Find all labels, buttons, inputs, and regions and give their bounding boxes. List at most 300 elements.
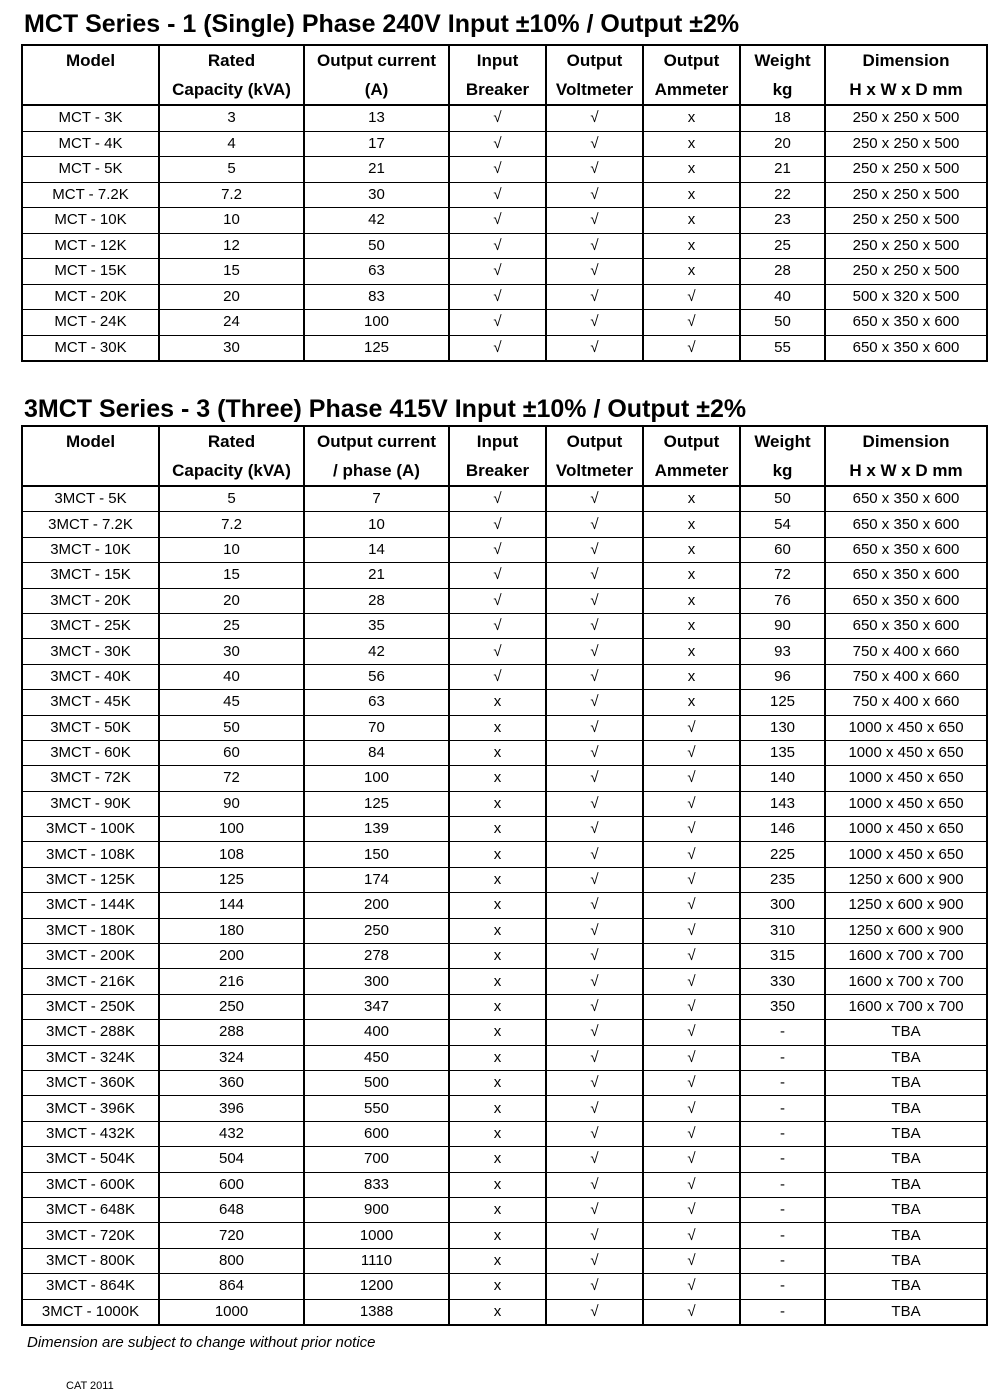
cell-output-ammeter: x — [643, 563, 740, 588]
cell-rated-capacity: 432 — [159, 1121, 304, 1146]
cell-rated-capacity: 288 — [159, 1020, 304, 1045]
cell-input-breaker: x — [449, 918, 546, 943]
cell-input-breaker: x — [449, 690, 546, 715]
cell-output-current: 550 — [304, 1096, 449, 1121]
cell-weight: - — [740, 1070, 825, 1095]
cell-dimension: 750 x 400 x 660 — [825, 639, 987, 664]
cell-output-ammeter: x — [643, 157, 740, 183]
cell-output-ammeter: x — [643, 208, 740, 234]
cell-model: MCT - 15K — [22, 259, 159, 285]
cell-input-breaker: x — [449, 817, 546, 842]
cell-weight: - — [740, 1020, 825, 1045]
cell-rated-capacity: 24 — [159, 310, 304, 336]
table-header — [22, 45, 987, 105]
cell-output-voltmeter: √ — [546, 512, 643, 537]
cell-weight: - — [740, 1223, 825, 1248]
cell-model: 3MCT - 15K — [22, 563, 159, 588]
cell-input-breaker: √ — [449, 664, 546, 689]
cell-weight: 40 — [740, 284, 825, 310]
cell-weight: 90 — [740, 613, 825, 638]
cell-rated-capacity: 7.2 — [159, 182, 304, 208]
cell-output-ammeter: √ — [643, 842, 740, 867]
cell-rated-capacity: 72 — [159, 766, 304, 791]
table-row — [22, 1274, 987, 1299]
cell-output-voltmeter: √ — [546, 690, 643, 715]
cell-dimension: 650 x 350 x 600 — [825, 588, 987, 613]
header-dimension: Dimension — [825, 426, 987, 456]
cell-model: 3MCT - 72K — [22, 766, 159, 791]
table-row — [22, 664, 987, 689]
cell-model: 3MCT - 60K — [22, 740, 159, 765]
cell-weight: 310 — [740, 918, 825, 943]
table-row — [22, 512, 987, 537]
cell-input-breaker: x — [449, 1070, 546, 1095]
cell-model: MCT - 4K — [22, 131, 159, 157]
cell-rated-capacity: 3 — [159, 105, 304, 131]
cell-output-current: 42 — [304, 208, 449, 234]
table-row — [22, 791, 987, 816]
table-row — [22, 486, 987, 512]
cell-output-current: 30 — [304, 182, 449, 208]
cell-output-voltmeter: √ — [546, 157, 643, 183]
table-row — [22, 893, 987, 918]
cell-rated-capacity: 396 — [159, 1096, 304, 1121]
cell-rated-capacity: 4 — [159, 131, 304, 157]
table-row — [22, 944, 987, 969]
cell-dimension: 1000 x 450 x 650 — [825, 766, 987, 791]
cell-output-current: 35 — [304, 613, 449, 638]
cell-dimension: 1000 x 450 x 650 — [825, 817, 987, 842]
cell-input-breaker: √ — [449, 486, 546, 512]
header-row — [22, 426, 987, 456]
header-input-breaker: Input — [449, 426, 546, 456]
cell-input-breaker: √ — [449, 105, 546, 131]
cell-output-current: 28 — [304, 588, 449, 613]
cell-output-voltmeter: √ — [546, 284, 643, 310]
header-model — [22, 75, 159, 105]
cell-output-voltmeter: √ — [546, 1096, 643, 1121]
header-output-ammeter: Output — [643, 45, 740, 75]
cell-output-current: 833 — [304, 1172, 449, 1197]
cell-weight: 28 — [740, 259, 825, 285]
header-dimension: Dimension — [825, 45, 987, 75]
cell-input-breaker: x — [449, 1223, 546, 1248]
cell-output-ammeter: x — [643, 486, 740, 512]
cell-output-voltmeter: √ — [546, 1223, 643, 1248]
cell-output-ammeter: √ — [643, 1274, 740, 1299]
cell-output-voltmeter: √ — [546, 1070, 643, 1095]
cell-rated-capacity: 10 — [159, 537, 304, 562]
cell-model: 3MCT - 864K — [22, 1274, 159, 1299]
cell-output-current: 278 — [304, 944, 449, 969]
table-row — [22, 1147, 987, 1172]
cell-input-breaker: √ — [449, 639, 546, 664]
cell-model: 3MCT - 10K — [22, 537, 159, 562]
cell-output-ammeter: x — [643, 512, 740, 537]
cell-model: 3MCT - 180K — [22, 918, 159, 943]
header-rated-capacity: Rated — [159, 45, 304, 75]
cell-model: 3MCT - 25K — [22, 613, 159, 638]
cell-weight: 146 — [740, 817, 825, 842]
table-row — [22, 131, 987, 157]
cell-dimension: 1000 x 450 x 650 — [825, 740, 987, 765]
table-row — [22, 1045, 987, 1070]
cell-input-breaker: √ — [449, 588, 546, 613]
table-header — [22, 426, 987, 486]
cell-output-current: 300 — [304, 969, 449, 994]
cell-weight: 96 — [740, 664, 825, 689]
cell-model: 3MCT - 90K — [22, 791, 159, 816]
cell-output-voltmeter: √ — [546, 1147, 643, 1172]
cell-weight: 22 — [740, 182, 825, 208]
cell-rated-capacity: 600 — [159, 1172, 304, 1197]
cell-model: 3MCT - 45K — [22, 690, 159, 715]
table-row — [22, 1248, 987, 1273]
table-row — [22, 310, 987, 336]
cell-output-voltmeter: √ — [546, 969, 643, 994]
cell-dimension: TBA — [825, 1172, 987, 1197]
cell-input-breaker: x — [449, 1274, 546, 1299]
cell-weight: 125 — [740, 690, 825, 715]
cell-weight: 350 — [740, 994, 825, 1019]
cell-dimension: TBA — [825, 1070, 987, 1095]
cell-output-current: 100 — [304, 766, 449, 791]
header-output-voltmeter: Voltmeter — [546, 75, 643, 105]
cell-model: 3MCT - 250K — [22, 994, 159, 1019]
cell-rated-capacity: 720 — [159, 1223, 304, 1248]
header-row — [22, 456, 987, 486]
cell-output-voltmeter: √ — [546, 639, 643, 664]
cell-output-current: 13 — [304, 105, 449, 131]
cell-input-breaker: √ — [449, 259, 546, 285]
cell-input-breaker: √ — [449, 157, 546, 183]
cell-output-ammeter: √ — [643, 918, 740, 943]
cell-weight: 235 — [740, 867, 825, 892]
cell-rated-capacity: 90 — [159, 791, 304, 816]
cell-output-voltmeter: √ — [546, 944, 643, 969]
cell-input-breaker: √ — [449, 131, 546, 157]
cell-output-voltmeter: √ — [546, 233, 643, 259]
cell-input-breaker: x — [449, 1147, 546, 1172]
cell-rated-capacity: 180 — [159, 918, 304, 943]
header-output-voltmeter: Output — [546, 45, 643, 75]
cell-output-ammeter: √ — [643, 1299, 740, 1325]
cell-output-ammeter: √ — [643, 284, 740, 310]
header-output-current: Output current — [304, 45, 449, 75]
cell-output-voltmeter: √ — [546, 563, 643, 588]
cell-output-voltmeter: √ — [546, 1020, 643, 1045]
cell-output-voltmeter: √ — [546, 613, 643, 638]
cell-rated-capacity: 1000 — [159, 1299, 304, 1325]
cell-input-breaker: x — [449, 969, 546, 994]
cell-dimension: 1000 x 450 x 650 — [825, 715, 987, 740]
cell-output-voltmeter: √ — [546, 1274, 643, 1299]
cell-model: MCT - 30K — [22, 335, 159, 361]
cell-model: 3MCT - 648K — [22, 1197, 159, 1222]
cell-output-voltmeter: √ — [546, 893, 643, 918]
cell-model: MCT - 7.2K — [22, 182, 159, 208]
cell-output-ammeter: √ — [643, 1070, 740, 1095]
cell-input-breaker: x — [449, 1045, 546, 1070]
cell-dimension: 1250 x 600 x 900 — [825, 867, 987, 892]
cell-output-current: 14 — [304, 537, 449, 562]
header-input-breaker: Breaker — [449, 456, 546, 486]
cell-dimension: 650 x 350 x 600 — [825, 335, 987, 361]
cell-output-ammeter: √ — [643, 1096, 740, 1121]
cell-output-ammeter: x — [643, 690, 740, 715]
cell-dimension: 250 x 250 x 500 — [825, 233, 987, 259]
cell-output-current: 174 — [304, 867, 449, 892]
cell-rated-capacity: 200 — [159, 944, 304, 969]
cell-output-current: 1000 — [304, 1223, 449, 1248]
cell-rated-capacity: 15 — [159, 563, 304, 588]
header-output-ammeter: Ammeter — [643, 75, 740, 105]
cell-input-breaker: x — [449, 1121, 546, 1146]
cell-input-breaker: √ — [449, 284, 546, 310]
cell-input-breaker: √ — [449, 310, 546, 336]
header-dimension: H x W x D mm — [825, 75, 987, 105]
cell-output-current: 600 — [304, 1121, 449, 1146]
cell-weight: - — [740, 1172, 825, 1197]
table-row — [22, 918, 987, 943]
cell-output-voltmeter: √ — [546, 105, 643, 131]
header-model — [22, 456, 159, 486]
mct-series-title: MCT Series - 1 (Single) Phase 240V Input ±10% / Output ±2% — [24, 10, 740, 38]
cell-output-voltmeter: √ — [546, 131, 643, 157]
cell-weight: 143 — [740, 791, 825, 816]
cell-rated-capacity: 5 — [159, 486, 304, 512]
cell-output-ammeter: √ — [643, 1045, 740, 1070]
cell-rated-capacity: 648 — [159, 1197, 304, 1222]
cell-output-current: 1200 — [304, 1274, 449, 1299]
cell-output-ammeter: √ — [643, 969, 740, 994]
cell-weight: 60 — [740, 537, 825, 562]
cell-model: 3MCT - 600K — [22, 1172, 159, 1197]
cell-output-current: 700 — [304, 1147, 449, 1172]
cell-rated-capacity: 60 — [159, 740, 304, 765]
cell-rated-capacity: 10 — [159, 208, 304, 234]
cell-model: 3MCT - 396K — [22, 1096, 159, 1121]
cell-output-ammeter: √ — [643, 1172, 740, 1197]
cell-weight: 25 — [740, 233, 825, 259]
mct-series-table — [21, 44, 988, 362]
cell-input-breaker: x — [449, 791, 546, 816]
cell-weight: - — [740, 1147, 825, 1172]
table-row — [22, 740, 987, 765]
table-row — [22, 1070, 987, 1095]
cell-output-current: 150 — [304, 842, 449, 867]
cell-model: 3MCT - 100K — [22, 817, 159, 842]
3mct-series-title: 3MCT Series - 3 (Three) Phase 415V Input ±10% / Output ±2% — [24, 395, 747, 423]
cell-weight: 23 — [740, 208, 825, 234]
cell-dimension: 650 x 350 x 600 — [825, 486, 987, 512]
cell-output-voltmeter: √ — [546, 918, 643, 943]
cell-rated-capacity: 12 — [159, 233, 304, 259]
cell-model: 3MCT - 432K — [22, 1121, 159, 1146]
cell-input-breaker: √ — [449, 182, 546, 208]
cell-input-breaker: x — [449, 1096, 546, 1121]
cell-model: 3MCT - 7.2K — [22, 512, 159, 537]
cell-output-current: 250 — [304, 918, 449, 943]
cell-output-current: 63 — [304, 259, 449, 285]
cell-model: 3MCT - 800K — [22, 1248, 159, 1273]
header-weight: kg — [740, 75, 825, 105]
table-row — [22, 969, 987, 994]
cell-dimension: TBA — [825, 1121, 987, 1146]
cell-rated-capacity: 216 — [159, 969, 304, 994]
cell-dimension: 650 x 350 x 600 — [825, 512, 987, 537]
cell-output-current: 56 — [304, 664, 449, 689]
cell-output-current: 200 — [304, 893, 449, 918]
cell-weight: 20 — [740, 131, 825, 157]
cell-rated-capacity: 30 — [159, 335, 304, 361]
table-row — [22, 1096, 987, 1121]
cell-output-current: 21 — [304, 563, 449, 588]
cell-input-breaker: x — [449, 766, 546, 791]
cell-model: 3MCT - 720K — [22, 1223, 159, 1248]
cell-weight: 72 — [740, 563, 825, 588]
cell-weight: - — [740, 1274, 825, 1299]
cell-input-breaker: x — [449, 1299, 546, 1325]
cell-model: 3MCT - 200K — [22, 944, 159, 969]
cell-model: 3MCT - 50K — [22, 715, 159, 740]
cell-output-voltmeter: √ — [546, 664, 643, 689]
table-row — [22, 284, 987, 310]
cell-output-ammeter: √ — [643, 740, 740, 765]
cell-weight: 225 — [740, 842, 825, 867]
cell-output-voltmeter: √ — [546, 740, 643, 765]
cell-model: 3MCT - 20K — [22, 588, 159, 613]
cell-dimension: TBA — [825, 1299, 987, 1325]
cell-dimension: 650 x 350 x 600 — [825, 613, 987, 638]
cell-weight: 18 — [740, 105, 825, 131]
cell-weight: 130 — [740, 715, 825, 740]
cell-output-voltmeter: √ — [546, 842, 643, 867]
cell-output-voltmeter: √ — [546, 1197, 643, 1222]
cell-output-current: 63 — [304, 690, 449, 715]
cell-output-voltmeter: √ — [546, 1299, 643, 1325]
cell-dimension: 250 x 250 x 500 — [825, 182, 987, 208]
cell-output-current: 83 — [304, 284, 449, 310]
cell-dimension: 1000 x 450 x 650 — [825, 842, 987, 867]
header-weight: Weight — [740, 45, 825, 75]
header-input-breaker: Breaker — [449, 75, 546, 105]
header-output-ammeter: Ammeter — [643, 456, 740, 486]
cell-model: 3MCT - 5K — [22, 486, 159, 512]
cell-weight: 140 — [740, 766, 825, 791]
cell-output-voltmeter: √ — [546, 715, 643, 740]
cell-output-ammeter: x — [643, 613, 740, 638]
cell-weight: 330 — [740, 969, 825, 994]
cell-input-breaker: x — [449, 715, 546, 740]
header-weight: Weight — [740, 426, 825, 456]
table-row — [22, 233, 987, 259]
cell-input-breaker: x — [449, 842, 546, 867]
cell-output-voltmeter: √ — [546, 766, 643, 791]
cell-rated-capacity: 360 — [159, 1070, 304, 1095]
table-row — [22, 639, 987, 664]
cell-model: 3MCT - 30K — [22, 639, 159, 664]
header-weight: kg — [740, 456, 825, 486]
table-row — [22, 1299, 987, 1325]
cell-weight: 300 — [740, 893, 825, 918]
table-row — [22, 867, 987, 892]
cell-output-current: 1110 — [304, 1248, 449, 1273]
cell-model: 3MCT - 1000K — [22, 1299, 159, 1325]
header-input-breaker: Input — [449, 45, 546, 75]
header-dimension: H x W x D mm — [825, 456, 987, 486]
cell-dimension: 1250 x 600 x 900 — [825, 918, 987, 943]
cell-dimension: 650 x 350 x 600 — [825, 563, 987, 588]
cell-output-ammeter: x — [643, 664, 740, 689]
cell-rated-capacity: 504 — [159, 1147, 304, 1172]
cell-dimension: 1250 x 600 x 900 — [825, 893, 987, 918]
cell-output-voltmeter: √ — [546, 208, 643, 234]
cell-output-ammeter: √ — [643, 867, 740, 892]
cell-output-ammeter: x — [643, 639, 740, 664]
table-row — [22, 105, 987, 131]
cell-dimension: 650 x 350 x 600 — [825, 537, 987, 562]
cell-output-ammeter: x — [643, 105, 740, 131]
cell-output-ammeter: x — [643, 182, 740, 208]
catalog-label: CAT 2011 — [66, 1380, 114, 1392]
cell-output-current: 125 — [304, 335, 449, 361]
table-row — [22, 537, 987, 562]
cell-output-voltmeter: √ — [546, 1248, 643, 1273]
cell-dimension: TBA — [825, 1020, 987, 1045]
cell-weight: 93 — [740, 639, 825, 664]
cell-rated-capacity: 30 — [159, 639, 304, 664]
cell-rated-capacity: 50 — [159, 715, 304, 740]
cell-model: 3MCT - 125K — [22, 867, 159, 892]
cell-output-voltmeter: √ — [546, 335, 643, 361]
cell-output-current: 500 — [304, 1070, 449, 1095]
cell-output-current: 347 — [304, 994, 449, 1019]
header-output-voltmeter: Voltmeter — [546, 456, 643, 486]
table-row — [22, 157, 987, 183]
cell-input-breaker: x — [449, 867, 546, 892]
cell-dimension: 250 x 250 x 500 — [825, 131, 987, 157]
table-row — [22, 259, 987, 285]
cell-dimension: 1600 x 700 x 700 — [825, 944, 987, 969]
cell-output-current: 450 — [304, 1045, 449, 1070]
table-body — [22, 105, 987, 361]
cell-output-current: 84 — [304, 740, 449, 765]
cell-weight: 21 — [740, 157, 825, 183]
table-row — [22, 817, 987, 842]
cell-output-current: 125 — [304, 791, 449, 816]
cell-dimension: TBA — [825, 1045, 987, 1070]
cell-output-current: 50 — [304, 233, 449, 259]
table-row — [22, 1197, 987, 1222]
cell-output-ammeter: √ — [643, 893, 740, 918]
cell-dimension: 750 x 400 x 660 — [825, 664, 987, 689]
header-output-ammeter: Output — [643, 426, 740, 456]
header-output-current: / phase (A) — [304, 456, 449, 486]
cell-weight: 135 — [740, 740, 825, 765]
cell-output-voltmeter: √ — [546, 1172, 643, 1197]
cell-output-ammeter: x — [643, 537, 740, 562]
cell-output-current: 400 — [304, 1020, 449, 1045]
cell-output-current: 100 — [304, 310, 449, 336]
cell-output-current: 42 — [304, 639, 449, 664]
cell-dimension: TBA — [825, 1248, 987, 1273]
cell-model: 3MCT - 360K — [22, 1070, 159, 1095]
cell-input-breaker: x — [449, 740, 546, 765]
cell-dimension: 250 x 250 x 500 — [825, 105, 987, 131]
cell-weight: 315 — [740, 944, 825, 969]
cell-rated-capacity: 40 — [159, 664, 304, 689]
